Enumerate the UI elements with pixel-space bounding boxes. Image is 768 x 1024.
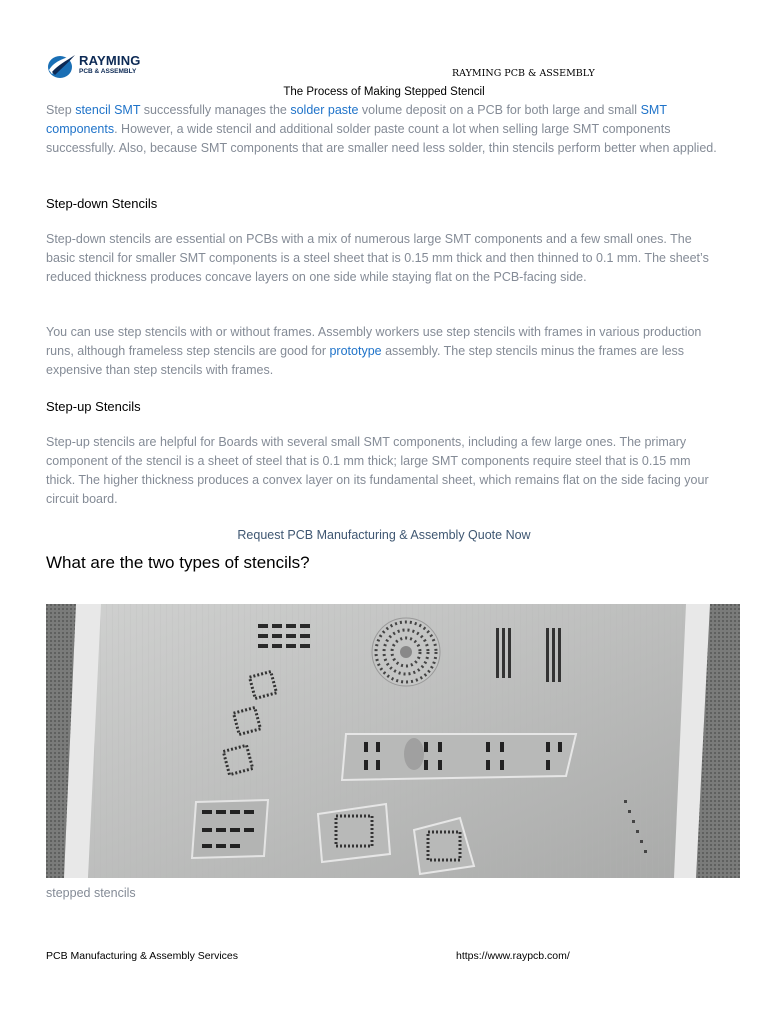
stepdown-p2-text-2: assembly. The step stencils minus the frames are less expensive than step stencils with frames. (46, 344, 685, 377)
stepped-stencil-photo (46, 604, 740, 878)
image-caption: stepped stencils (46, 886, 136, 900)
footer-services: PCB Manufacturing & Assembly Services (46, 950, 238, 962)
intro-paragraph (46, 101, 722, 158)
intro-text-3: volume deposit on a PCB for both large and small (358, 103, 641, 117)
stepup-paragraph: Step-up stencils are helpful for Boards with several small SMT components, including a few large ones. The primary component of the stencil is a sheet of steel that is 0.1 mm thick; large SMT components require steel that is 0.15 mm thick. The higher thickness produces a convex layer on its fundamental sheet, which remains flat on the side facing your circuit board. (46, 435, 709, 506)
logo-name: RAYMING (79, 53, 141, 68)
link-stencil-smt[interactable]: stencil SMT (75, 103, 141, 117)
logo-subtitle: PCB & ASSEMBLY (79, 68, 137, 75)
intro-text-4: . However, a wide stencil and additional solder paste count a lot when selling large SMT components successfully. Also, because SMT components that are smaller need less solder, thin stencils perform better when applied. (46, 122, 717, 155)
link-solder-paste[interactable]: solder paste (290, 103, 359, 117)
stepdown-paragraph-2 (46, 323, 722, 380)
rayming-logo-icon (46, 52, 76, 80)
intro-text-2: successfully manages the (140, 103, 291, 117)
stepup-heading: Step-up Stencils (46, 399, 141, 414)
quote-request-link[interactable]: Request PCB Manufacturing & Assembly Quote Now (237, 528, 531, 542)
link-prototype[interactable]: prototype (329, 344, 382, 358)
document-title: The Process of Making Stepped Stencil (283, 86, 485, 98)
stepdown-heading: Step-down Stencils (46, 196, 158, 211)
link-smt-components[interactable]: SMT components (46, 103, 667, 136)
intro-text-1: Step (46, 103, 76, 117)
section-heading: What are the two types of stencils? (46, 553, 310, 572)
stepdown-p2-text-1: You can use step stencils with or without frames. Assembly workers use step stencils with frames in various production runs, although frameless step stencils are good for (46, 325, 702, 358)
rayming-logo (46, 52, 166, 82)
header-company: RAYMING PCB & ASSEMBLY (452, 68, 595, 79)
stepdown-paragraph-1: Step-down stencils are essential on PCBs with a mix of numerous large SMT components and a few small ones. The basic stencil for smaller SMT components is a steel sheet that is 0.15 mm thick and then thinned to 0.1 mm. The sheet’s reduced thickness produces concave layers on one side while staying flat on the PCB-facing side. (46, 232, 709, 284)
footer-url[interactable]: https://www.raypcb.com/ (456, 950, 570, 962)
